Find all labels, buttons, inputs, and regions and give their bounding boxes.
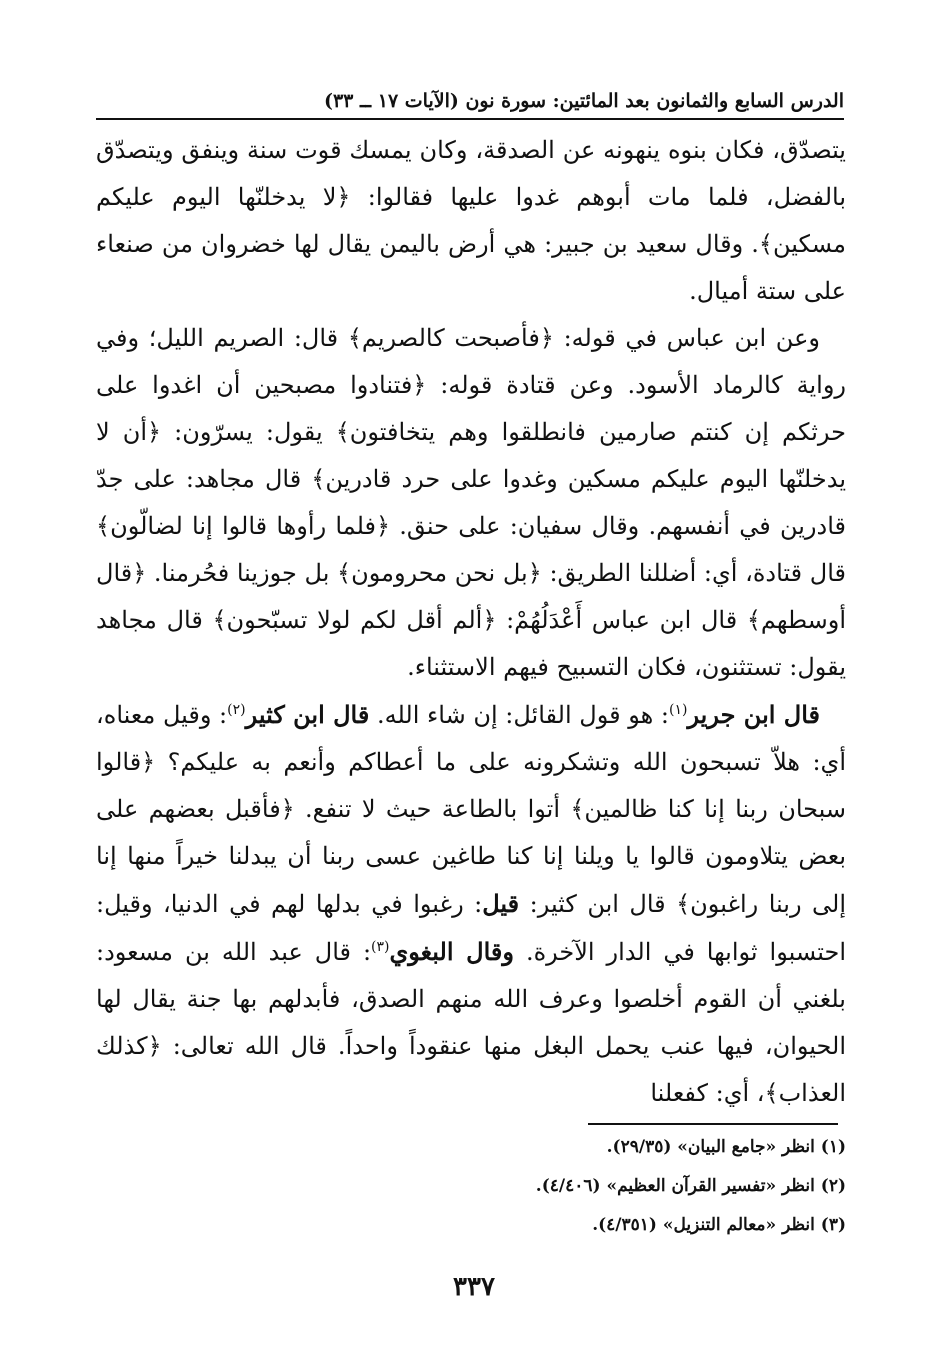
paragraph-3	[96, 691, 846, 1117]
footnote-ref-3[interactable]: (٣)	[371, 939, 390, 955]
footnote-3: (٣) انظر «معالم التنزيل» (٤/٣٥١).	[592, 1215, 846, 1235]
paragraph-3-text-d: : قال عبد الله بن مسعود: بلغني أن القوم أخلصوا وعرف الله منهم الصدق، فأبدلهم بها جنة يقال لها الحيوان، فيها عنب يحمل البغل منها عنقوداً واحداً. قال الله تعالى: ﴿كذلك العذاب﴾، أي: كفعلنا	[96, 938, 846, 1107]
footnotes	[96, 1128, 846, 1245]
footnote-2: (٢) انظر «تفسير القرآن العظيم» (٤/٤٠٦).	[535, 1176, 846, 1196]
source-label-ibn-jarir: قال ابن جرير	[687, 700, 820, 729]
source-label-baghawi: وقال البغوي	[389, 937, 514, 966]
page-number: ٣٣٧	[453, 1272, 495, 1302]
main-text	[96, 127, 846, 1117]
label-qil: قيل	[482, 889, 520, 918]
footnote-divider	[588, 1123, 838, 1125]
footnote-ref-1[interactable]: (١)	[668, 702, 688, 718]
paragraph-3-text-c: : رغبوا في بدلها لهم في الدنيا، وقيل: احتسبوا ثوابها في الدار الآخرة.	[96, 890, 846, 966]
footnote-ref-2[interactable]: (٢)	[227, 702, 246, 718]
footnote-1: (١) انظر «جامع البيان» (٢٩/٣٥).	[606, 1137, 846, 1157]
header-divider	[96, 118, 844, 120]
paragraph-3-text-a: : هو قول القائل: إن شاء الله.	[369, 701, 669, 729]
paragraph-3-text-b: : وقيل معناه، أي: هلاّ تسبحون الله وتشكرونه على ما أعطاكم وأنعم به عليكم؟ ﴿قالوا سبحان ربنا إنا كنا ظالمين﴾ أتوا بالطاعة حيث لا تنفع. ﴿فأقبل بعضهم على بعض يتلاومون قالوا يا ويلنا إنا كنا طاغين عسى ربنا أن يبدلنا خيراً منها إنا إلى ربنا راغبون﴾ قال ابن كثير:	[96, 701, 847, 918]
running-header: الدرس السابع والثمانون بعد المائتين: سورة نون (الآيات ١٧ ــ ٣٣)	[323, 90, 844, 112]
paragraph-2: وعن ابن عباس في قوله: ﴿فأصبحت كالصريم﴾ قال: الصريم الليل؛ وفي رواية كالرماد الأسود. وعن قتادة قوله: ﴿فتنادوا مصبحين أن اغدوا على حرثكم إن كنتم صارمين فانطلقوا وهم يتخافتون﴾ يقول: يسرّون: ﴿أن لا يدخلنّها اليوم عليكم مسكين وغدوا على حرد قادرين﴾ قال مجاهد: على جدّ قادرين في أنفسهم. وقال سفيان: على حنق. ﴿فلما رأوها قالوا إنا لضالّون﴾ قال قتادة، أي: أضللنا الطريق: ﴿بل نحن محرومون﴾ بل جوزينا فحُرمنا. ﴿قال أوسطهم﴾ قال ابن عباس أَعْدَلُهُمْ: ﴿ألم أقل لكم لولا تسبّحون﴾ قال مجاهد يقول: تستثنون، فكان التسبيح فيهم الاستثناء.	[96, 324, 846, 681]
paragraph-1: يتصدّق، فكان بنوه ينهونه عن الصدقة، وكان يمسك قوت سنة وينفق ويتصدّق بالفضل، فلما مات أبوهم غدوا عليها فقالوا: ﴿لا يدخلنّها اليوم عليكم مسكين﴾. وقال سعيد بن جبير: هي أرض باليمن يقال لها خضروان من صنعاء على ستة أميال.	[96, 136, 846, 305]
source-label-ibn-kathir: قال ابن كثير	[245, 700, 370, 729]
